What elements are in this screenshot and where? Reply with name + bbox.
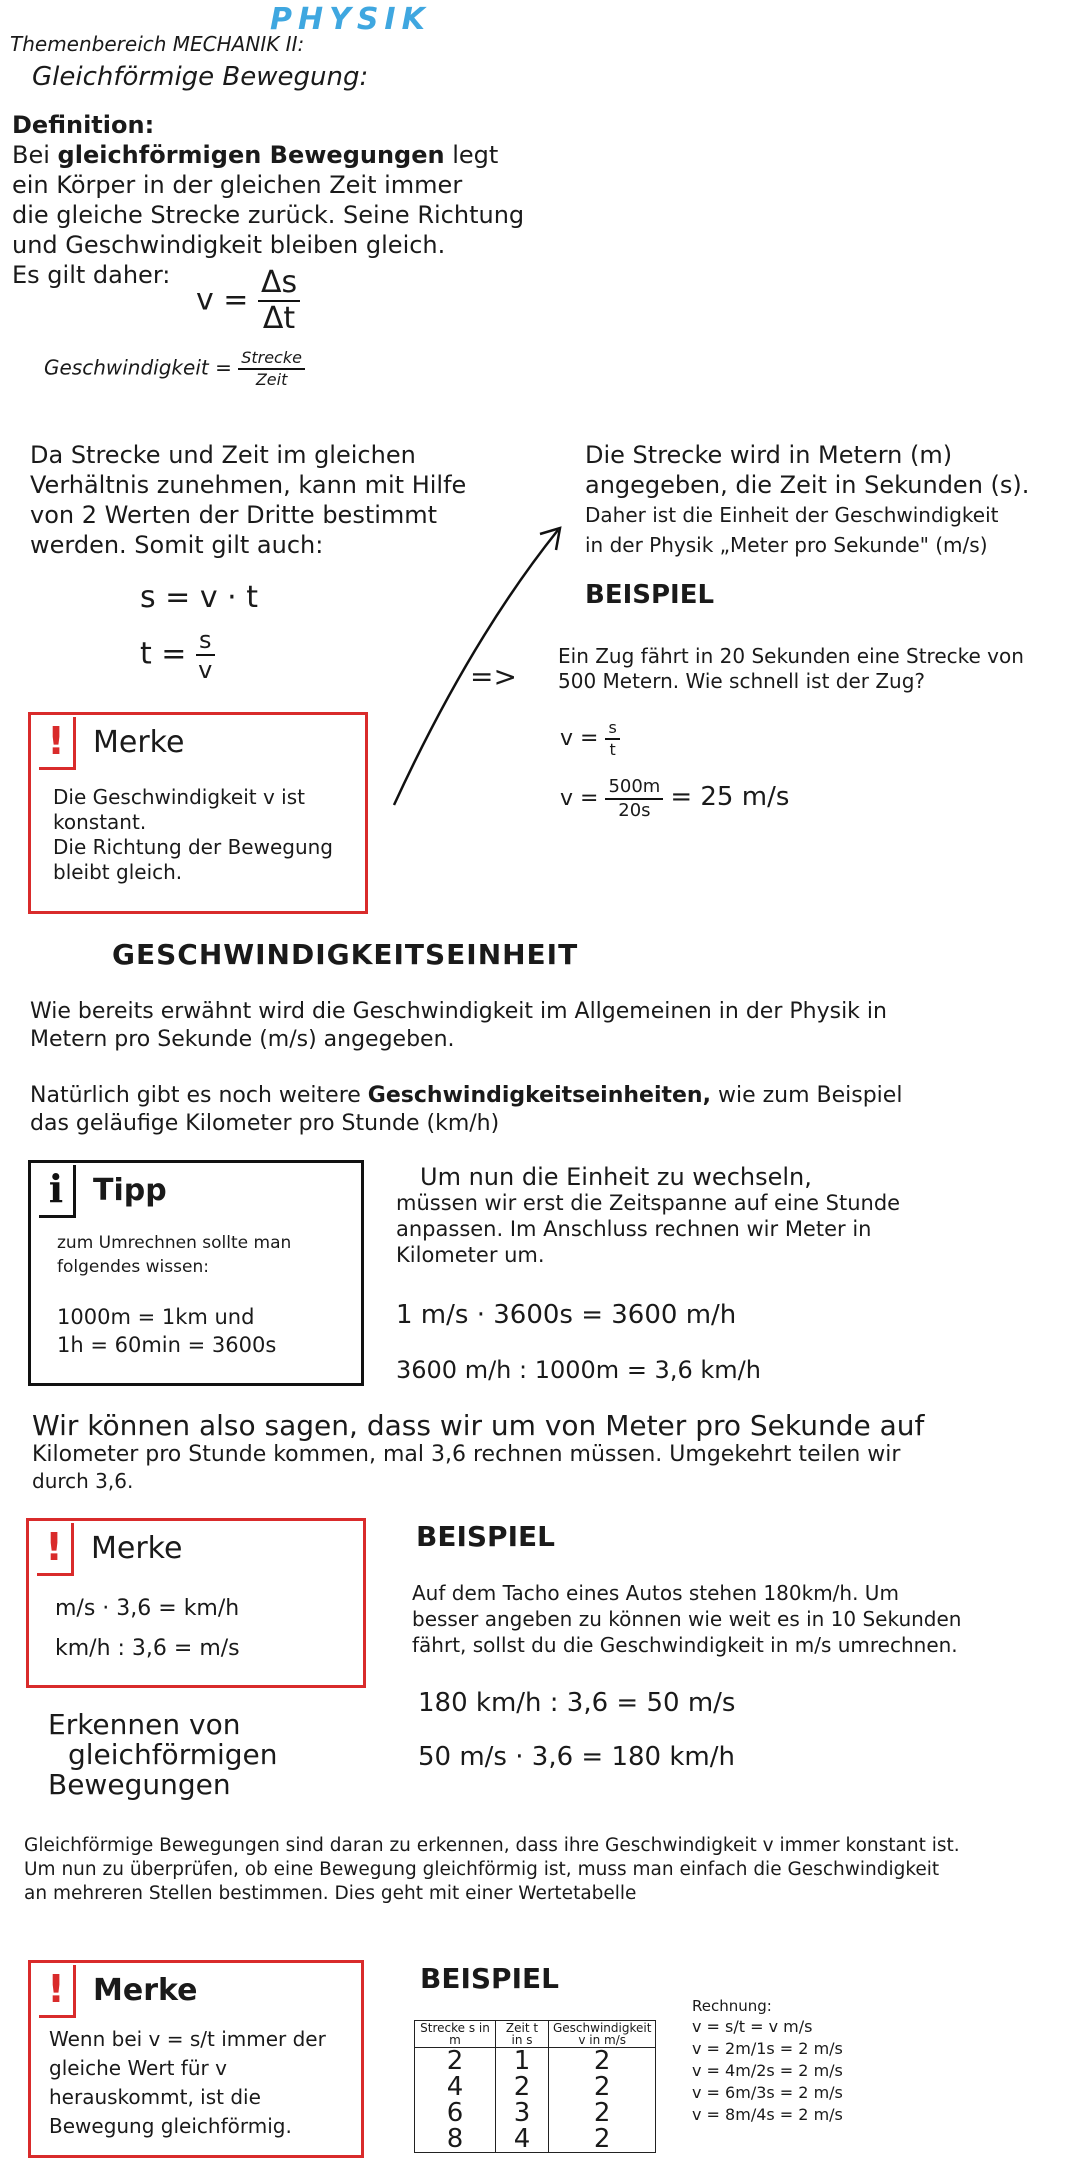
formula-t — [140, 628, 215, 682]
formula-t-den: v — [198, 656, 213, 684]
table-header: Zeit t in s — [496, 2021, 549, 2048]
formula-words-lhs: Geschwindigkeit = — [44, 355, 232, 380]
units-line3: Daher ist die Einheit der Geschwindigkeit — [585, 503, 999, 527]
definition-heading: Definition: — [12, 111, 155, 139]
merke-box-2 — [26, 1518, 366, 1688]
table-cell: 2 — [549, 2126, 656, 2153]
calc-row: v = 8m/4s = 2 m/s — [692, 2105, 843, 2124]
values-table-wrap — [414, 2020, 656, 2153]
definition-line2: ein Körper in der gleichen Zeit immer — [12, 171, 463, 199]
table-row — [415, 2100, 656, 2126]
summary-line2: Kilometer pro Stunde kommen, mal 3,6 rechnen müssen. Umgekehrt teilen wir — [32, 1442, 901, 1467]
example2-line3: fährt, sollst du die Geschwindigkeit in m/s umrechnen. — [412, 1633, 958, 1657]
page-title: Gleichförmige Bewegung: — [32, 62, 369, 92]
example-eq2-den: 20s — [618, 800, 651, 821]
units-heading: GESCHWINDIGKEITSEINHEIT — [112, 938, 579, 971]
tipp-box — [28, 1160, 364, 1386]
example-eq2-num: 500m — [605, 778, 663, 800]
convert-line2: müssen wir erst die Zeitspanne auf eine Stunde — [396, 1191, 901, 1215]
relation-line1: Da Strecke und Zeit im gleichen — [30, 441, 416, 469]
example-heading-2: BEISPIEL — [416, 1520, 555, 1553]
formula-v-num: Δs — [258, 268, 300, 302]
convert-line4: Kilometer um. — [396, 1243, 545, 1267]
tipp-facts — [57, 1303, 357, 1359]
units-p2-line2: das geläufige Kilometer pro Stunde (km/h) — [30, 1111, 500, 1136]
merke1-line4: bleibt gleich. — [53, 860, 183, 884]
formula-t-num: s — [196, 628, 215, 656]
summary-line3: durch 3,6. — [32, 1469, 134, 1493]
merke3-line3: herauskommt, ist die — [49, 2085, 261, 2109]
example-eq1-lhs: v = — [560, 726, 599, 751]
merke3-line2: gleiche Wert für v — [49, 2056, 227, 2080]
units-p2-keyword: Geschwindigkeitseinheiten, — [367, 1083, 711, 1108]
units-line4: in der Physik „Meter pro Sekunde" (m/s) — [585, 533, 988, 557]
calc-row: v = 4m/2s = 2 m/s — [692, 2061, 843, 2080]
example2-eq-1: 180 km/h : 3,6 = 50 m/s — [418, 1688, 736, 1718]
example2-eq-2: 50 m/s · 3,6 = 180 km/h — [418, 1742, 735, 1772]
formula-v — [196, 265, 300, 336]
definition-line1-post: legt — [452, 141, 499, 169]
units-line2: angegeben, die Zeit in Sekunden (s). — [585, 471, 1030, 499]
example1-line2: 500 Metern. Wie schnell ist der Zug? — [558, 669, 926, 693]
merke3-line4: Bewegung gleichförmig. — [49, 2114, 292, 2138]
formula-words-num: Strecke — [238, 350, 305, 370]
merke-box-3 — [28, 1960, 364, 2158]
merke2-line1: m/s · 3,6 = km/h — [55, 1596, 240, 1621]
recognize-heading — [48, 1710, 278, 1800]
formula-words — [44, 350, 305, 388]
merke-box-1 — [28, 712, 368, 914]
merke-title: Merke — [93, 725, 185, 760]
table-cell: 2 — [415, 2048, 496, 2075]
table-row — [415, 2126, 656, 2153]
example2-text — [412, 1580, 1072, 1658]
table-cell: 2 — [549, 2048, 656, 2075]
implies-icon: => — [470, 660, 517, 693]
merke1-line2: konstant. — [53, 810, 147, 834]
units-paragraph-1 — [30, 998, 1070, 1054]
definition-line1-pre: Bei — [12, 141, 50, 169]
brand-logo: PHYSIK — [270, 2, 431, 37]
merke3-line1: Wenn bei v = s/t immer der — [49, 2027, 326, 2051]
example-eq-2 — [560, 778, 789, 820]
definition-keyword: gleichförmigen Bewegungen — [57, 141, 445, 169]
tipp-line1: zum Umrechnen sollte man — [57, 1233, 292, 1253]
example-eq-1 — [560, 720, 620, 758]
units-p1-line2: Metern pro Sekunde (m/s) angegeben. — [30, 1027, 455, 1052]
merke-title: Merke — [93, 1973, 198, 2008]
recognize-line3: an mehreren Stellen bestimmen. Dies geht mit einer Wertetabelle — [24, 1883, 637, 1904]
recognize-heading-line2: gleichförmigen — [68, 1738, 278, 1771]
formula-v-lhs: v = — [196, 282, 249, 318]
units-p2-post: wie zum Beispiel — [717, 1083, 903, 1108]
example-heading-1: BEISPIEL — [585, 580, 715, 610]
recognize-line1: Gleichförmige Bewegungen sind daran zu erkennen, dass ihre Geschwindigkeit v immer konstant ist. — [24, 1835, 960, 1856]
formula-s: s = v · t — [140, 580, 258, 615]
summary-line1: Wir können also sagen, dass wir um von Meter pro Sekunde auf — [32, 1409, 925, 1442]
relation-line2: Verhältnis zunehmen, kann mit Hilfe — [30, 471, 467, 499]
tipp-line2: folgendes wissen: — [57, 1257, 209, 1277]
units-line1: Die Strecke wird in Metern (m) — [585, 441, 953, 469]
table-cell: 2 — [496, 2074, 549, 2100]
table-header: Strecke s in m — [415, 2021, 496, 2048]
formula-t-lhs: t = — [140, 636, 187, 672]
exclamation-icon: ! — [39, 1965, 76, 2018]
calc-block — [692, 1996, 1072, 2126]
recognize-heading-line1: Erkennen von — [48, 1708, 241, 1741]
table-cell: 2 — [549, 2074, 656, 2100]
table-cell: 8 — [415, 2126, 496, 2153]
example-heading-3: BEISPIEL — [420, 1962, 559, 1995]
convert-line1: Um nun die Einheit zu wechseln, — [420, 1163, 812, 1191]
example-eq2-lhs: v = — [560, 786, 599, 811]
relation-line3: von 2 Werten der Dritte bestimmt — [30, 501, 438, 529]
info-icon: i — [39, 1165, 76, 1218]
table-cell: 2 — [549, 2100, 656, 2126]
merke1-line3: Die Richtung der Bewegung — [53, 835, 333, 859]
example1-line1: Ein Zug fährt in 20 Sekunden eine Strecke von — [558, 644, 1024, 668]
definition-line3: die gleiche Strecke zurück. Seine Richtung — [12, 201, 525, 229]
example-text-1 — [558, 644, 1078, 694]
convert-eq-2: 3600 m/h : 1000m = 3,6 km/h — [396, 1356, 761, 1384]
tipp-title: Tipp — [93, 1173, 167, 1208]
definition-line4: und Geschwindigkeit bleiben gleich. — [12, 231, 446, 259]
units-p2-pre: Natürlich gibt es noch weitere — [30, 1083, 361, 1108]
units-text — [585, 440, 1075, 560]
units-paragraph-2 — [30, 1082, 1070, 1138]
convert-line3: anpassen. Im Anschluss rechnen wir Meter in — [396, 1217, 872, 1241]
summary-text — [32, 1410, 1072, 1494]
example2-line1: Auf dem Tacho eines Autos stehen 180km/h. Um — [412, 1581, 899, 1605]
example-eq1-num: s — [605, 720, 619, 740]
example-eq1-den: t — [609, 740, 616, 759]
merke-text — [53, 785, 353, 885]
recognize-line2: Um nun zu überprüfen, ob eine Bewegung gleichförmig ist, muss man einfach die Geschwindigkeit — [24, 1859, 940, 1880]
recognize-heading-line3: Bewegungen — [48, 1768, 231, 1801]
tipp-line3: 1000m = 1km und — [57, 1305, 255, 1329]
tipp-line4: 1h = 60min = 3600s — [57, 1333, 277, 1357]
formula-words-den: Zeit — [255, 370, 288, 389]
example-eq2-rhs: = 25 m/s — [670, 782, 790, 812]
definition-line5: Es gilt daher: — [12, 261, 171, 289]
units-p1-line1: Wie bereits erwähnt wird die Geschwindigkeit im Allgemeinen in der Physik in — [30, 999, 887, 1024]
topic-label: Themenbereich MECHANIK II: — [10, 32, 305, 56]
exclamation-icon: ! — [39, 717, 76, 770]
table-cell: 4 — [415, 2074, 496, 2100]
merke-title: Merke — [91, 1531, 183, 1566]
merke1-line1: Die Geschwindigkeit v ist — [53, 785, 305, 809]
table-row — [415, 2048, 656, 2075]
table-header: Geschwindigkeit v in m/s — [549, 2021, 656, 2048]
merke2-line2: km/h : 3,6 = m/s — [55, 1636, 240, 1661]
calc-heading: Rechnung: — [692, 1997, 772, 2015]
table-cell: 4 — [496, 2126, 549, 2153]
calc-row: v = s/t = v m/s — [692, 2017, 813, 2036]
values-table — [414, 2020, 656, 2153]
calc-row: v = 6m/3s = 2 m/s — [692, 2083, 843, 2102]
formula-v-den: Δt — [262, 301, 296, 336]
example2-line2: besser angeben zu können wie weit es in 10 Sekunden — [412, 1607, 962, 1631]
table-cell: 6 — [415, 2100, 496, 2126]
relation-line4: werden. Somit gilt auch: — [30, 531, 324, 559]
table-cell: 3 — [496, 2100, 549, 2126]
calc-row: v = 2m/1s = 2 m/s — [692, 2039, 843, 2058]
tipp-text — [57, 1231, 357, 1279]
table-row — [415, 2074, 656, 2100]
merke3-text — [49, 2025, 355, 2141]
recognize-text — [24, 1834, 1074, 1906]
convert-eq-1: 1 m/s · 3600s = 3600 m/h — [396, 1300, 737, 1330]
exclamation-icon: ! — [37, 1523, 74, 1576]
convert-text — [396, 1164, 1066, 1268]
table-cell: 1 — [496, 2048, 549, 2075]
merke2-formulas — [55, 1589, 240, 1669]
